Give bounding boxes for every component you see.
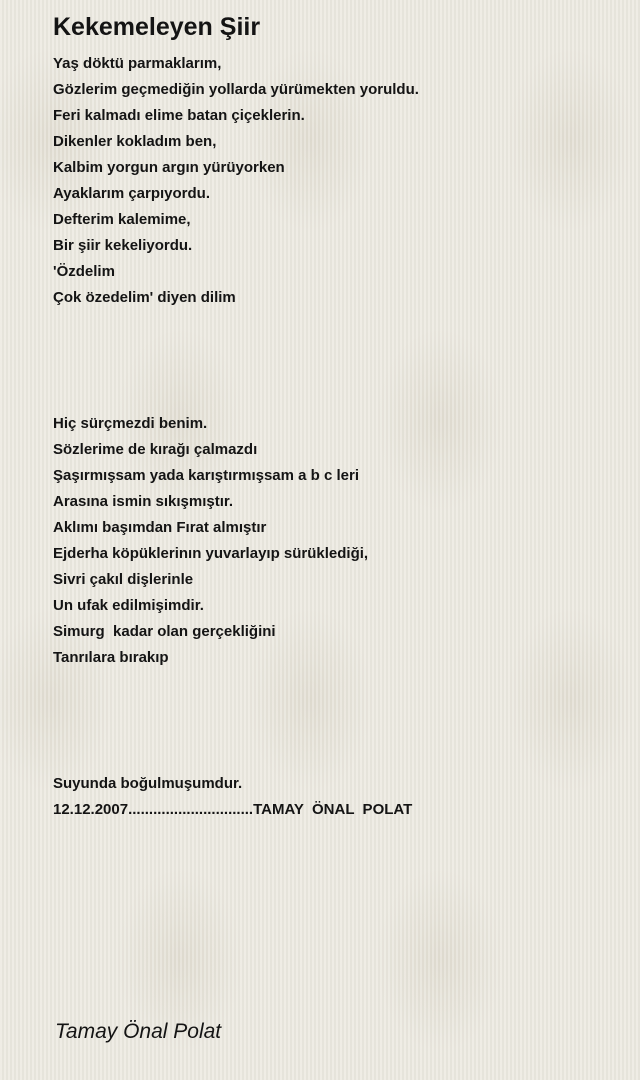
poem-title: Kekemeleyen Şiir — [53, 13, 261, 41]
poem-line: Bir şiir kekeliyordu. — [53, 237, 193, 254]
poem-line: Feri kalmadı elime batan çiçeklerin. — [53, 107, 305, 124]
poem-stanza-2 — [53, 411, 368, 671]
poem-line: Aklımı başımdan Fırat almıştır — [53, 519, 267, 536]
poem-signature-line: 12.12.2007..............................TAMAY ÖNAL POLAT — [53, 801, 413, 818]
poem-author: Tamay Önal Polat — [55, 1020, 222, 1043]
poem-line: Ayaklarım çarpıyordu. — [53, 185, 211, 202]
poem-line: Kalbim yorgun argın yürüyorken — [53, 159, 285, 176]
poem-line: 'Özdelim — [53, 263, 115, 280]
poem-line: Arasına ismin sıkışmıştır. — [53, 493, 234, 510]
poem-line: Suyunda boğulmuşumdur. — [53, 775, 243, 792]
poem-stanza-1 — [53, 51, 419, 311]
poem-line: Tanrılara bırakıp — [53, 649, 169, 666]
poem-line: Yaş döktü parmaklarım, — [53, 55, 222, 72]
poem-line: Simurg kadar olan gerçekliğini — [53, 623, 276, 640]
poem-line: Çok özedelim' diyen dilim — [53, 289, 236, 306]
poem-line: Defterim kalemime, — [53, 211, 191, 228]
poem-stanza-3 — [53, 771, 412, 823]
poem-line: Şaşırmışsam yada karıştırmışsam a b c leri — [53, 467, 360, 484]
poem-line: Sözlerime de kırağı çalmazdı — [53, 441, 258, 458]
poem-line: Dikenler kokladım ben, — [53, 133, 217, 150]
poem-line: Gözlerim geçmediğin yollarda yürümekten yoruldu. — [53, 81, 419, 98]
poem-line: Sivri çakıl dişlerinle — [53, 571, 194, 588]
poem-line: Ejderha köpüklerinın yuvarlayıp sürüklediği, — [53, 545, 369, 562]
poem-line: Un ufak edilmişimdir. — [53, 597, 204, 614]
poem-line: Hiç sürçmezdi benim. — [53, 415, 208, 432]
